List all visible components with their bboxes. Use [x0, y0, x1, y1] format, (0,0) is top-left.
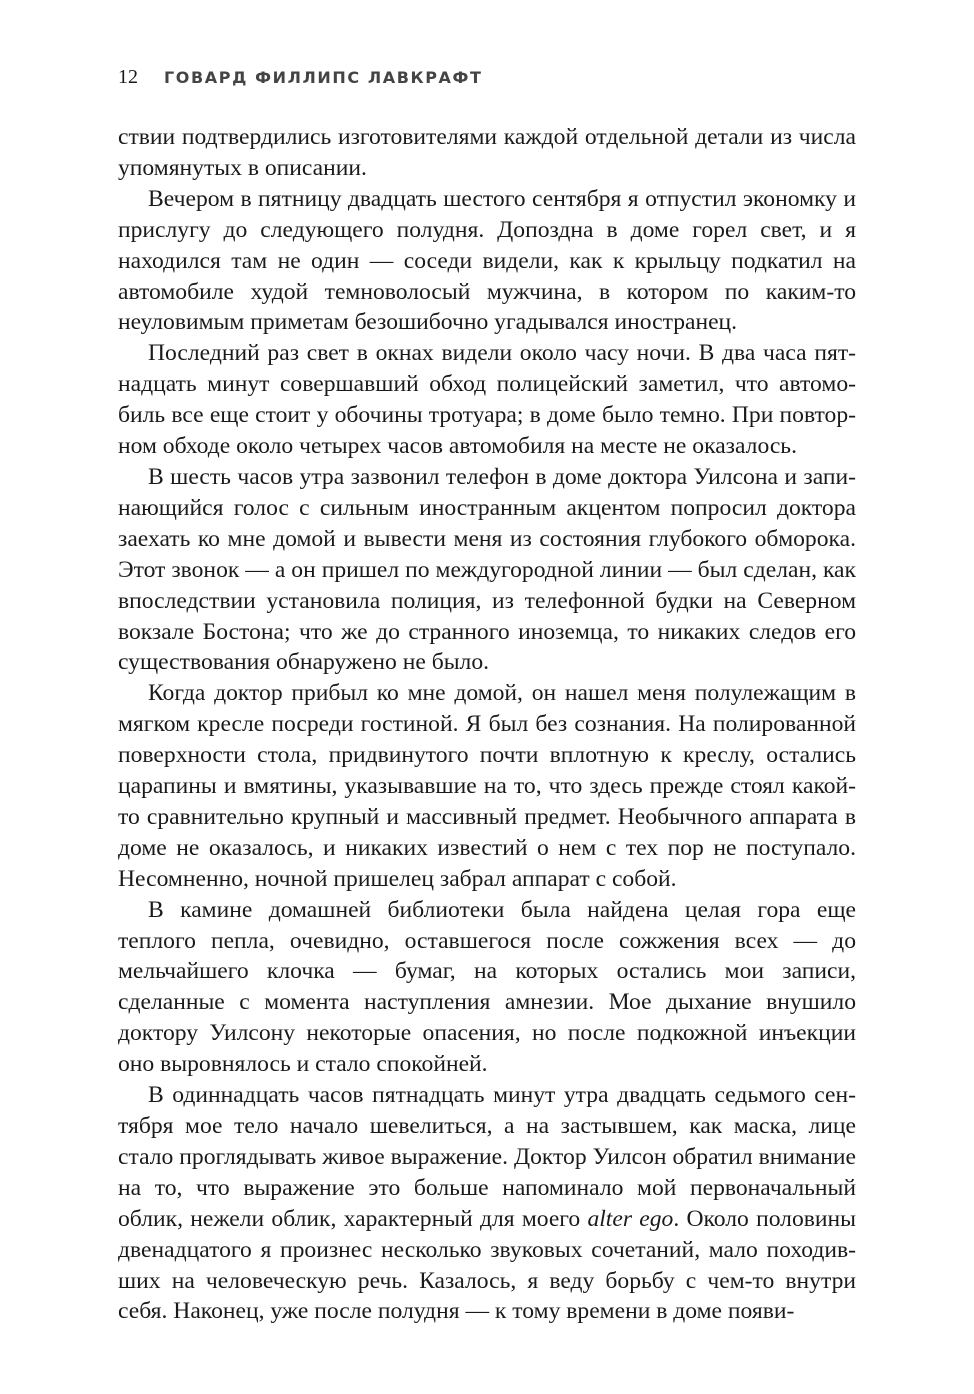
paragraph: Последний раз свет в окнах видели около часу ночи. В два часа пятнадцать минут совершавший обход полицейский заметил, что автомобиль все еще стоит у обочины тротуара; в доме было темно. При повторном обходе около четырех часов автомобиля на месте не оказалось.: [118, 340, 856, 460]
paragraph: Вечером в пятницу двадцать шестого сентября я отпустил экономку и прислугу до следующего полудня. Допоздна в доме горел свет, и я находился там не один — соседи видели, как к крыльцу подкатил на автомобиле худой темноволосый мужчина, в котором по каким-то неуловимым приметам безошибочно угадывался иностранец.: [118, 185, 856, 336]
paragraph: В камине домашней библиотеки была найдена целая гора еще теплого пепла, очевидно, оставшегося после сожжения всех — до мельчайшего клочка — бумаг, на которых остались мои записи, сделанные с момента наступления амнезии. Мое дыхание внушило доктору Уилсону некоторые опасения, но после подкожной инъекции оно выровнялось и стало спокойней.: [118, 896, 856, 1078]
paragraph: В шесть часов утра зазвонил телефон в доме доктора Уилсона и запинающийся голос с сильным иностранным акцентом попросил доктора заехать ко мне домой и вывести меня из состояния глубокого обморока. Этот звонок — а он пришел по междугородной линии — был сделан, как впоследствии установила полиция, из телефонной будки на Северном вокзале Бостона; что же до странного иноземца, то никаких следов его существования обнаружено не было.: [118, 463, 856, 676]
paragraph-text-before: В одиннадцать часов пятнадцать минут утра двадцать седьмого сентября мое тело начало шевелиться, а на застывшем, как маска, лице стало проглядывать живое выражение. Доктор Уилсон обратил внимание на то, что выражение это больше напоминало мой первоначальный облик, нежели облик, характерный для моего: [118, 1082, 856, 1232]
paragraph: Когда доктор прибыл ко мне домой, он нашел меня полулежащим в мягком кресле посреди гостиной. Я был без сознания. На полированной поверхности стола, придвинутого почти вплотную к креслу, остались царапины и вмятины, указывавшие на то, что здесь прежде стоял какой-то сравнительно крупный и массивный предмет. Необычного аппарата в доме не оказалось, и никаких известий о нем с тех пор не поступало. Несомненно, ночной пришелец забрал аппарат с собой.: [118, 680, 856, 892]
book-page: [118, 66, 856, 1327]
header-author-name: ГОВАРД ФИЛЛИПС ЛАВКРАФТ: [164, 68, 483, 87]
italic-phrase: alter ego: [587, 1205, 674, 1232]
running-header: [118, 66, 856, 102]
paragraph: ствии подтвердились изготовителями каждой отдельной детали из числа упомянутых в описании.: [118, 124, 856, 181]
paragraph-text-after: . Около половины двенадцатого я произнес несколько звуковых сочетаний, мало походивших на человеческую речь. Казалось, я веду борьбу с чем-то внутри себя. Наконец, уже после полудня — к тому времени в доме появи-: [118, 1205, 857, 1325]
paragraph: [118, 1080, 856, 1327]
body-text: [118, 122, 856, 1327]
page-number: 12: [118, 66, 138, 88]
